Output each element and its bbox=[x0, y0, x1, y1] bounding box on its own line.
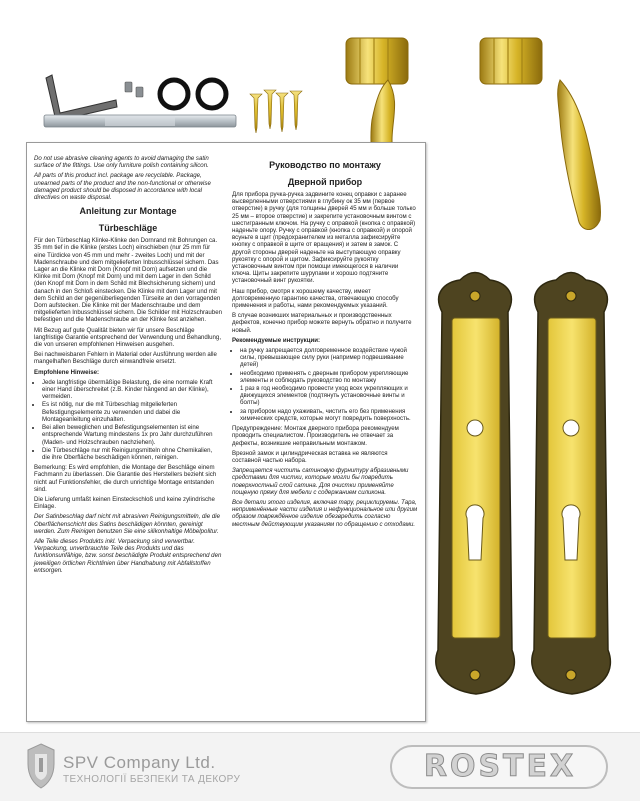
hint-item: • Jede langfristige übermäßige Belastung, die eine normale Kraft einer Hand überschreitet (z.B. Kinder hängend an der Klinke), vermeiden. bbox=[42, 379, 222, 401]
para-ru-2: Наш прибор, смотря к хорошему качеству, имеет долговременную гарантию качества, отвечающую способу применения и работы, нами рекомендуемых указаний. bbox=[232, 287, 399, 310]
satin-ru: Запрещается чистить сатиновую фурнитуру абразивными средствами для чистки, которые могли бы повредить поверхностный слой сатина. Для очистки применяйте пощеную пряжу для мебели с содержанием силикона. bbox=[232, 467, 409, 496]
warning-ru: Предупреждение: Монтаж дверного прибора рекомендуем проводить специалистом. Производитель не отвечает за дефекты, возникшие неправильным монтажом. bbox=[232, 425, 399, 447]
intro-en-1: Do not use abrasive cleaning agents to avoid damaging the satin surface of the fittings. Use only furniture polish containing silicon. bbox=[34, 155, 209, 170]
rec-item: • необходимо применять с дверным прибором укрепляющие элементы и соблюдать руководство по монтажу bbox=[240, 370, 418, 384]
spindle bbox=[44, 115, 236, 127]
satin-de: Der Satinbeschlag darf nicht mit abrasiven Reinigungsmitteln, die die Oberflächenschicht des Satins beschädigen könnten, gereinigt werden. Zum Reinigen benutzen Sie eine silikonhaltige Möbelpolitur. bbox=[34, 513, 220, 535]
rec-title: Рекомендуемые инструкции: bbox=[232, 336, 320, 344]
instructions-ru bbox=[232, 155, 418, 531]
para-de-3: Bei nachweisbaren Fehlern in Material oder Ausführung werden alle mangelhaften Beschläge durch einwandfreie ersetzt. bbox=[34, 351, 217, 366]
para-de-1: Für den Türbeschlag Klinke-Klinke den Dornrand mit Bohrungen ca. 35 mm tief in die Klinke (erstes Loch) einschieben (nur 25 mm für eine Türdicke von 45 mm und mehr - zweites Loch) und mit der Madenschraube und dem mitgelieferten Inbusschlüssel sichern. Das Lager an die Klinke mit Dorn (Knopf mit Dorn) aufsetzen und die Klinke mit Dorn (Knopf mit Dorn) und mit dem Lager in den Schild (den Knopf mit Dorn in dem Schild mit Blechsicherung sichern) und danach in den Schloß einstecken. Die Klinke mit dem Lager und mit dem Schild an der gegenüberliegenden Türseite an den vorragenden Dorn aufstecken. Die Klinke mit der Madenschraube und dem mitgelieferten Inbusschlüssel sichern. Die Schilder mit Holzschrauben befestigen und die Madenschraube an der Klinke fest anziehen. bbox=[34, 237, 222, 324]
hint-item: • Es ist nötig, nur die mit Türbeschlag mitgelieferten Befestigungselemente zu verwenden und dabei die Montageanleitung einzuhalten. bbox=[42, 401, 222, 423]
grub-screws bbox=[125, 82, 143, 97]
hints-list bbox=[34, 379, 222, 461]
instruction-sheet bbox=[26, 142, 426, 722]
backplate-left bbox=[436, 273, 515, 695]
title-ru-1: Руководство по монтажу bbox=[269, 160, 381, 170]
hex-key bbox=[46, 75, 117, 121]
hint-item: • Die Türbeschläge nur mit Reinigungsmitteln ohne Chemikalien, die ihre Oberfläche beschädigen können, reinigen. bbox=[42, 447, 222, 461]
company-tagline: ТЕХНОЛОГІЇ БЕЗПЕКИ ТА ДЕКОРУ bbox=[63, 774, 241, 785]
title-ru-2: Дверной прибор bbox=[287, 177, 363, 187]
remark-de: Bemerkung: Es wird empfohlen, die Montage der Beschläge einem Fachmann zu überlassen. Die Garantie des Herstellers bezieht sich nicht auf Funktionsfehler, die durch unrichtige Montage entstanden sind. bbox=[34, 464, 217, 493]
intro-en-2: All parts of this product incl. package are recyclable. Package, unearned parts of the product and the non-functional or otherwise damaged product should be disposed in accordance with local directives on waste disposal. bbox=[34, 172, 211, 202]
delivery-de: Die Lieferung umfaßt keinen Einsteckschloß und keine zylindrische Einlage. bbox=[34, 495, 215, 511]
para-ru-3: В случае возникших материальных и производственных дефектов, конечно прибор можете вернуть обратно и получите новый. bbox=[232, 312, 412, 334]
para-de-2: Mit Bezug auf gute Qualität bieten wir für unsere Beschläge langfristige Garantie entsprechend der Verwendung und Behandlung, die von unseren empfohlenen Hinweisen ausgehen. bbox=[34, 326, 222, 349]
recycle-ru: Все детали этого изделия, включая тару, рециклируемы. Тара, неприменённые части изделия и нефункциональное или другим образом повреждённое изделие обезвредить согласно местным действующим указаниям по обращению с отходами. bbox=[232, 498, 418, 528]
instructions-de bbox=[34, 155, 222, 577]
backplate-right bbox=[532, 273, 611, 695]
rostex-logo-text: ROSTEX bbox=[423, 749, 577, 784]
lock-ru: Врезной замок и цилиндрическая вставка не являются составной частью набора. bbox=[232, 449, 388, 464]
company-name: SPV Company Ltd. bbox=[63, 753, 216, 772]
rec-item: • за прибором надо ухаживать, чистить его без применения химических средств, которые могут повредить поверхность. bbox=[240, 408, 418, 422]
title-de-1: Anleitung zur Montage bbox=[79, 206, 177, 217]
hints-title: Empfohlene Hinweise: bbox=[34, 368, 100, 376]
rec-item: • на ручку запрещается долговременное воздействие чужой силы, превышающее силу руки (например подвешивание детей) bbox=[240, 347, 418, 369]
lever-handle-right bbox=[480, 38, 601, 230]
hint-item: • Bei allen beweglichen und Befestigungselementen ist eine entsprechende Wartung mindestens 1x pro Jahr durchzuführen (Maden- und Holzschrauben nachziehen). bbox=[42, 424, 222, 446]
recycle-de: Alle Teile dieses Produkts inkl. Verpackung sind verwertbar. Verpackung, unverbrauchte Teile des Produkts und das funktionsunfähige, bzw. sonst beschädigte Produkt entsprechend den jeweiligen örtlichen Richtlinien über Handhabung mit Abfallstoffen entsorgen. bbox=[34, 537, 222, 574]
title-de-2: Türbeschläge bbox=[98, 223, 158, 234]
spv-logo-icon bbox=[24, 742, 58, 790]
rec-item: • 1 раз в год необходимо провести уход всех укрепляющих и движущихся элементов (подтянуть установочные винты и болты) bbox=[240, 385, 418, 407]
rec-list bbox=[232, 347, 418, 422]
wood-screws bbox=[250, 90, 302, 133]
para-ru-1: Для прибора ручка-ручка задвините конец оправки с заранее высверленными отверстиями в глубину ок 35 мм (первое отверстие) в ручку (для толщины дверей 45 мм и больше только 25 мм – второе отверстие) и закрепите установочным винтом с шестигранным ключом. На ручку с оправкой (кнопка с оправкой) наденьте опору. Ручку с оправкой (кнопка с оправкой) и опорой всуньте в щит (предохранителем из металла зафиксируйте кнопку с оправкой в щите от вращения) и затем в замок. С другой стороны дверей наденьте на выступающую оправку рукоятку с опорой и щитом. Зафиксируйте рукоятку установочным винтом при помощи имеющегося в наличии ключа. Щиты закрепите шурупами и хорошо подтяните установочный винт рукоятки. bbox=[232, 191, 416, 285]
rubber-rings bbox=[160, 80, 226, 108]
